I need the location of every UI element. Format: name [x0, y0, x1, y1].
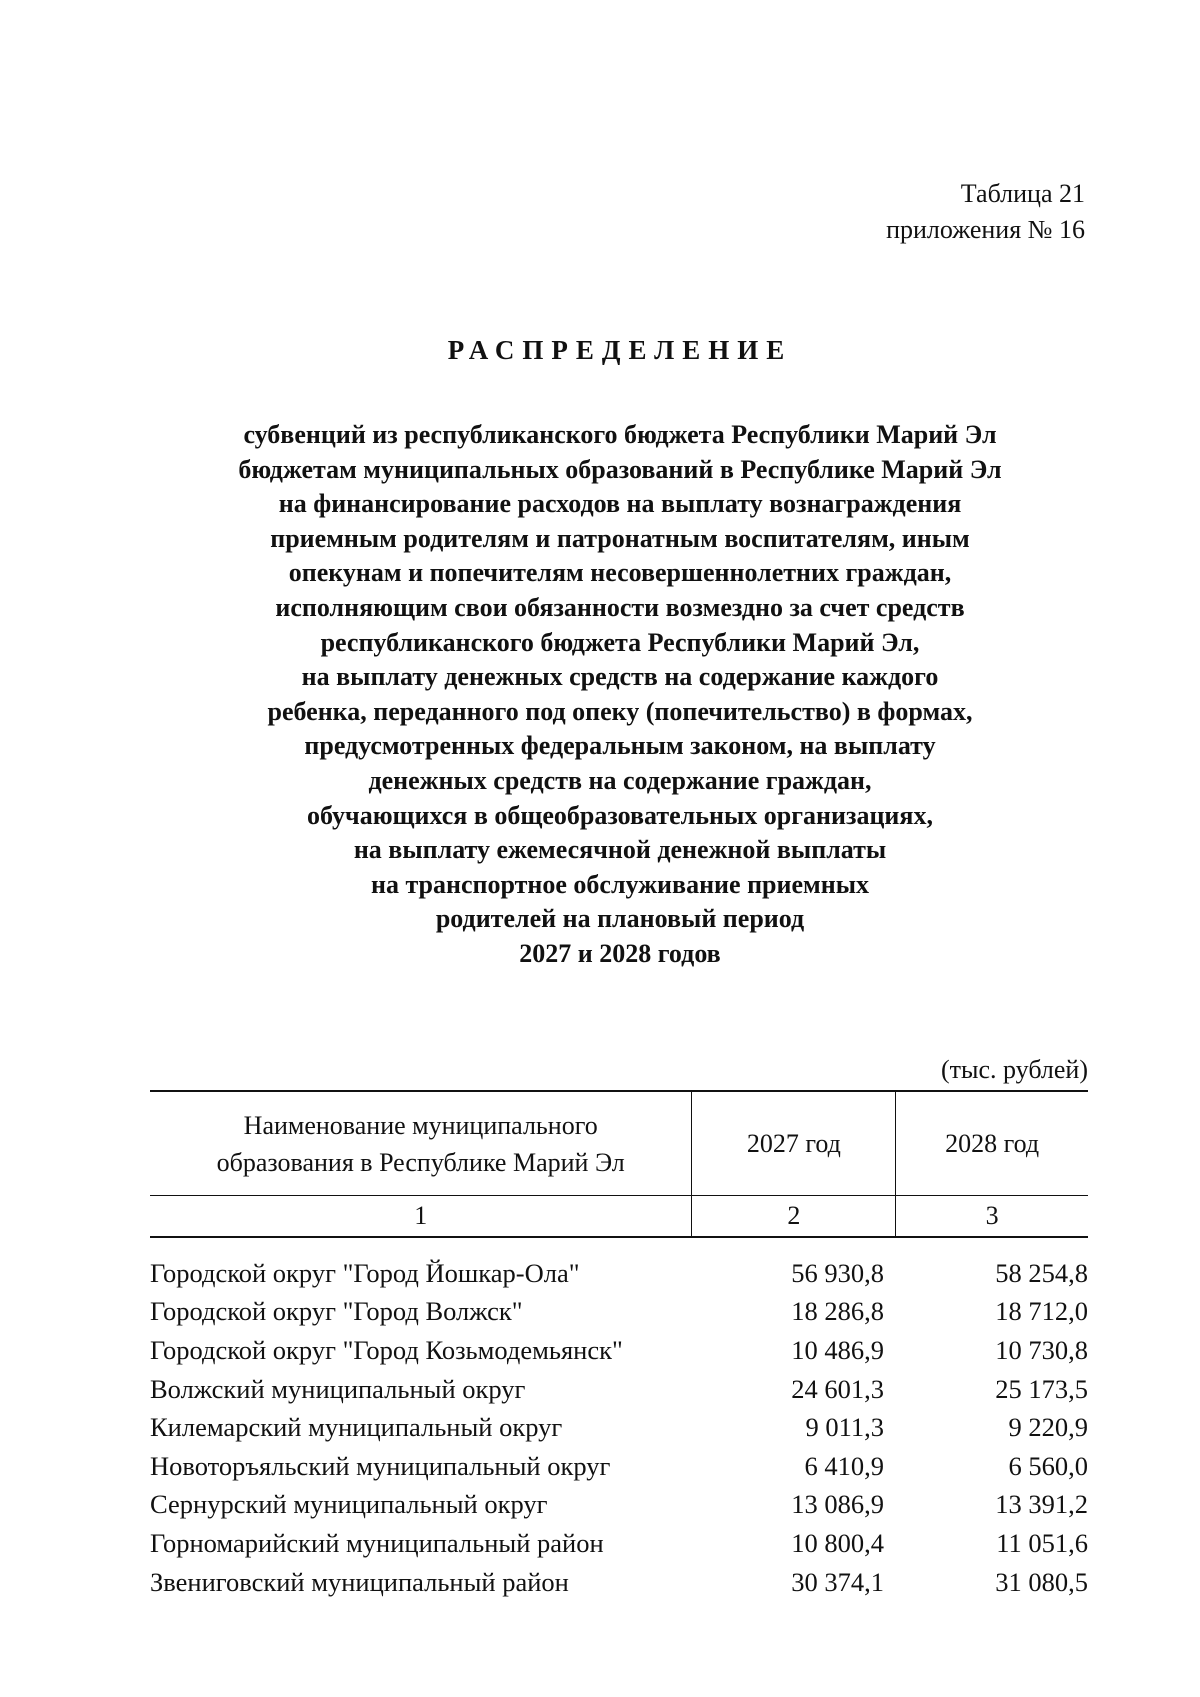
municipality-name: Городской округ "Город Козьмодемьянск"	[150, 1334, 623, 1365]
value-2028: 6 560,0	[1008, 1450, 1088, 1481]
subtitle-line: на транспортное обслуживание приемных	[370, 869, 870, 899]
header-year-2028: 2028 год	[895, 1092, 1088, 1195]
value-2027: 10 800,4	[791, 1527, 884, 1558]
value-2027: 56 930,8	[791, 1257, 884, 1288]
table-row	[150, 1370, 1088, 1409]
column-number: 2	[691, 1196, 895, 1236]
value-2028: 31 080,5	[995, 1566, 1088, 1597]
header-year-2027: 2027 год	[691, 1092, 895, 1195]
header-municipality-line: образования в Республике Марий Эл	[216, 1147, 625, 1177]
value-2027: 24 601,3	[791, 1373, 884, 1404]
column-number: 1	[414, 1201, 428, 1230]
table-row	[150, 1293, 1088, 1332]
subtitle-line: республиканского бюджета Республики Марий Эл,	[320, 627, 920, 657]
table-reference	[886, 176, 1085, 248]
subtitle-line: денежных средств на содержание граждан,	[368, 765, 872, 795]
municipality-name: Горномарийский муниципальный район	[150, 1527, 604, 1558]
table-row	[150, 1524, 1088, 1563]
appendix-number: приложения № 16	[886, 215, 1085, 244]
value-2028: 58 254,8	[995, 1257, 1088, 1288]
table-row	[150, 1486, 1088, 1525]
table-row	[150, 1447, 1088, 1486]
column-number: 3	[895, 1196, 1088, 1236]
value-2027: 9 011,3	[805, 1412, 884, 1443]
value-2028: 9 220,9	[1008, 1412, 1088, 1443]
document-title: РАСПРЕДЕЛЕНИЕ	[447, 335, 793, 365]
value-2027: 6 410,9	[804, 1450, 884, 1481]
subtitle-line: предусмотренных федеральным законом, на выплату	[304, 731, 936, 761]
subtitle-line: 2027 и 2028 годов	[519, 938, 721, 968]
municipality-name: Новоторъяльский муниципальный округ	[150, 1450, 611, 1481]
municipality-name: Килемарский муниципальный округ	[150, 1412, 563, 1443]
value-2028: 13 391,2	[995, 1489, 1088, 1520]
municipality-name: Городской округ "Город Волжск"	[150, 1296, 523, 1327]
table-number: Таблица 21	[960, 179, 1085, 208]
table-row	[150, 1563, 1088, 1602]
value-2027: 30 374,1	[791, 1566, 884, 1597]
subtitle-line: на выплату ежемесячной денежной выплаты	[353, 835, 887, 865]
subtitle-line: обучающихся в общеобразовательных организациях,	[307, 800, 933, 830]
municipality-name: Звениговский муниципальный район	[150, 1566, 569, 1597]
table-body	[150, 1254, 1088, 1601]
subtitle-line: исполняющим свои обязанности возмездно за счет средств	[275, 592, 965, 622]
value-2028: 25 173,5	[995, 1373, 1088, 1404]
table-header	[150, 1090, 1088, 1196]
document-subtitle	[140, 418, 1100, 972]
units-label: (тыс. рублей)	[940, 1055, 1088, 1084]
subtitle-line: на финансирование расходов на выплату вознаграждения	[278, 489, 962, 519]
subtitle-line: родителей на плановый период	[435, 904, 805, 934]
municipality-name: Волжский муниципальный округ	[150, 1373, 526, 1404]
subtitle-line: на выплату денежных средств на содержание каждого	[301, 662, 939, 692]
municipality-name: Городской округ "Город Йошкар-Ола"	[150, 1257, 580, 1288]
value-2028: 11 051,6	[996, 1527, 1088, 1558]
subtitle-line: субвенций из республиканского бюджета Республики Марий Эл	[243, 420, 997, 449]
subtitle-line: ребенка, переданного под опеку (попечительство) в формах,	[267, 696, 973, 726]
table-row	[150, 1408, 1088, 1447]
value-2027: 18 286,8	[791, 1296, 884, 1327]
subtitle-line: приемным родителям и патронатным воспитателям, иным	[270, 523, 970, 553]
table-row	[150, 1331, 1088, 1370]
value-2027: 13 086,9	[791, 1489, 884, 1520]
column-numbers-row	[150, 1196, 1088, 1238]
header-municipality	[150, 1092, 691, 1195]
subtitle-line: опекунам и попечителям несовершеннолетних граждан,	[288, 558, 952, 588]
municipality-name: Сернурский муниципальный округ	[150, 1489, 548, 1520]
value-2027: 10 486,9	[791, 1334, 884, 1365]
subtitle-line: бюджетам муниципальных образований в Республике Марий Эл	[238, 454, 1002, 484]
distribution-table	[150, 1090, 1088, 1601]
table-row	[150, 1254, 1088, 1293]
value-2028: 18 712,0	[995, 1296, 1088, 1327]
header-municipality-line: Наименование муниципального	[243, 1110, 598, 1140]
value-2028: 10 730,8	[995, 1334, 1088, 1365]
